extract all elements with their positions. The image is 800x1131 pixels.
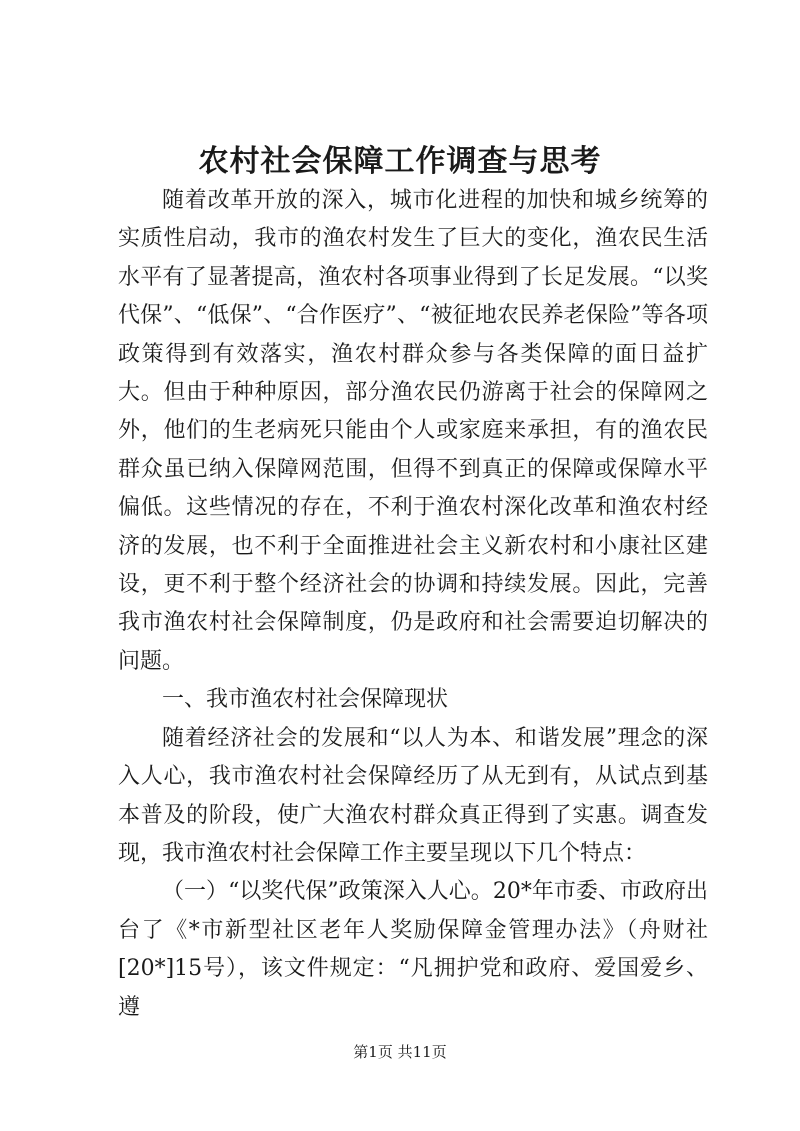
page-title: 农村社会保障工作调查与思考 <box>198 144 602 179</box>
section-paragraph-1: 随着经济社会的发展和“以人为本、和谐发展”理念的深入人心，我市渔农村社会保障经历了从无到有，从试点到基本普及的阶段，使广大渔农村群众真正得到了实惠。调查发现，我市渔农村社会保障工作主要呈现以下几个特点： <box>118 725 708 866</box>
page-footer: 第1页 共11页 <box>353 1043 447 1061</box>
intro-paragraph: 随着改革开放的深入，城市化进程的加快和城乡统筹的实质性启动，我市的渔农村发生了巨大的变化，渔农民生活水平有了显著提高，渔农村各项事业得到了长足发展。“以奖代保”、“低保”、“合作医疗”、“被征地农民养老保险”等各项政策得到有效落实，渔农村群众参与各类保障的面日益扩大。但由于种种原因，部分渔农民仍游离于社会的保障网之外，他们的生老病死只能由个人或家庭来承担，有的渔农民群众虽已纳入保障网范围，但得不到真正的保障或保障水平偏低。这些情况的存在，不利于渔农村深化改革和渔农村经济的发展，也不利于全面推进社会主义新农村和小康社区建设，更不利于整个经济社会的协调和持续发展。因此，完善我市渔农村社会保障制度，仍是政府和社会需要迫切解决的问题。 <box>118 188 708 674</box>
section-heading: 一、我市渔农村社会保障现状 <box>162 687 449 713</box>
document-body <box>118 182 708 1027</box>
section-paragraph-2: （一）“以奖代保”政策深入人心。20*年市委、市政府出台了《*市新型社区老年人奖励保障金管理办法》（舟财社[20*]15号），该文件规定：“凡拥护党和政府、爱国爱乡、遵 <box>118 879 708 1020</box>
